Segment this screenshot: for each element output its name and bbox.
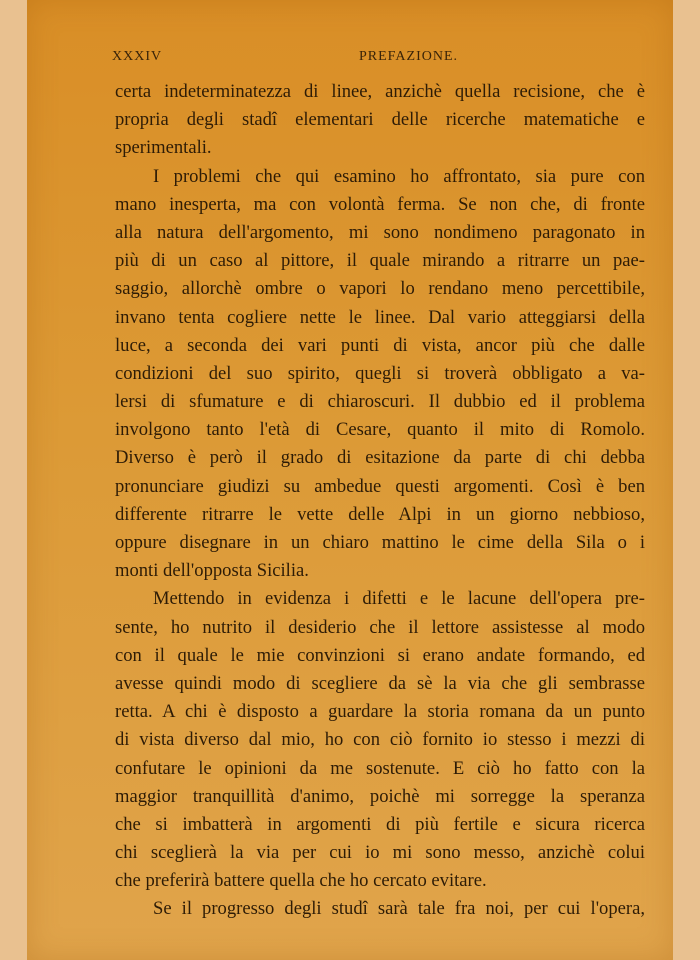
text-line: propria degli stadî elementari delle ricerche matematiche e (115, 109, 645, 131)
text-line: monti dell'opposta Sicilia. (115, 560, 309, 582)
text-line: pronunciare giudizi su ambedue questi argomenti. Così è ben (115, 475, 645, 497)
text-line: mano inesperta, ma con volontà ferma. Se non che, di fronte (115, 193, 645, 215)
text-line: avesse quindi modo di scegliere da sè la via che gli sembrasse (115, 672, 645, 694)
text-line: certa indeterminatezza di linee, anzichè quella recisione, che è (115, 81, 645, 102)
text-line: con il quale le mie convinzioni si erano andate formando, ed (115, 644, 645, 666)
paragraph-start-line: Mettendo in evidenza i difetti e le lacune dell'opera pre- (153, 588, 645, 610)
paragraph-start-line: Se il progresso degli studî sarà tale fra noi, per cui l'opera, (153, 898, 645, 920)
text-line: chi sceglierà la via per cui io mi sono messo, anzichè colui (115, 842, 645, 864)
body-text (115, 78, 645, 924)
text-line: confutare le opinioni da me sostenute. E ciò ho fatto con la (115, 757, 645, 779)
text-line: oppure disegnare in un chiaro mattino le cime della Sila o i (115, 532, 645, 553)
text-line: Diverso è però il grado di esitazione da parte di chi debba (115, 447, 645, 469)
text-line: involgono tanto l'età di Cesare, quanto il mito di Romolo. (115, 419, 645, 441)
text-line: lersi di sfumature e di chiaroscuri. Il dubbio ed il problema (115, 391, 645, 413)
text-line: retta. A chi è disposto a guardare la storia romana da un punto (115, 701, 645, 723)
text-line: che preferirà battere quella che ho cercato evitare. (115, 870, 487, 892)
page-header (112, 49, 672, 69)
running-title: PREFAZIONE. (359, 49, 459, 64)
paragraph-start-line: I problemi che qui esamino ho affrontato, sia pure con (153, 165, 645, 187)
page-number: XXXIV (112, 49, 163, 64)
text-line: di vista diverso dal mio, ho con ciò fornito io stesso i mezzi di (115, 729, 645, 751)
text-line: alla natura dell'argomento, mi sono nondimeno paragonato in (115, 221, 645, 243)
text-line: sperimentali. (115, 137, 212, 159)
text-line: che si imbatterà in argomenti di più fertile e sicura ricerca (115, 813, 645, 835)
text-line: invano tenta cogliere nette le linee. Dal vario atteggiarsi della (115, 306, 645, 328)
text-line: luce, a seconda dei vari punti di vista, ancor più che dalle (115, 334, 645, 356)
text-line: saggio, allorchè ombre o vapori lo rendano meno percettibile, (115, 278, 645, 300)
text-line: più di un caso al pittore, il quale mirando a ritrarre un pae- (115, 250, 645, 272)
text-line: differente ritrarre le vette delle Alpi in un giorno nebbioso, (115, 503, 645, 525)
text-line: sente, ho nutrito il desiderio che il lettore assistesse al modo (115, 616, 645, 638)
text-line: maggior tranquillità d'animo, poichè mi sorregge la speranza (115, 785, 645, 807)
text-line: condizioni del suo spirito, quegli si troverà obbligato a va- (115, 362, 645, 384)
